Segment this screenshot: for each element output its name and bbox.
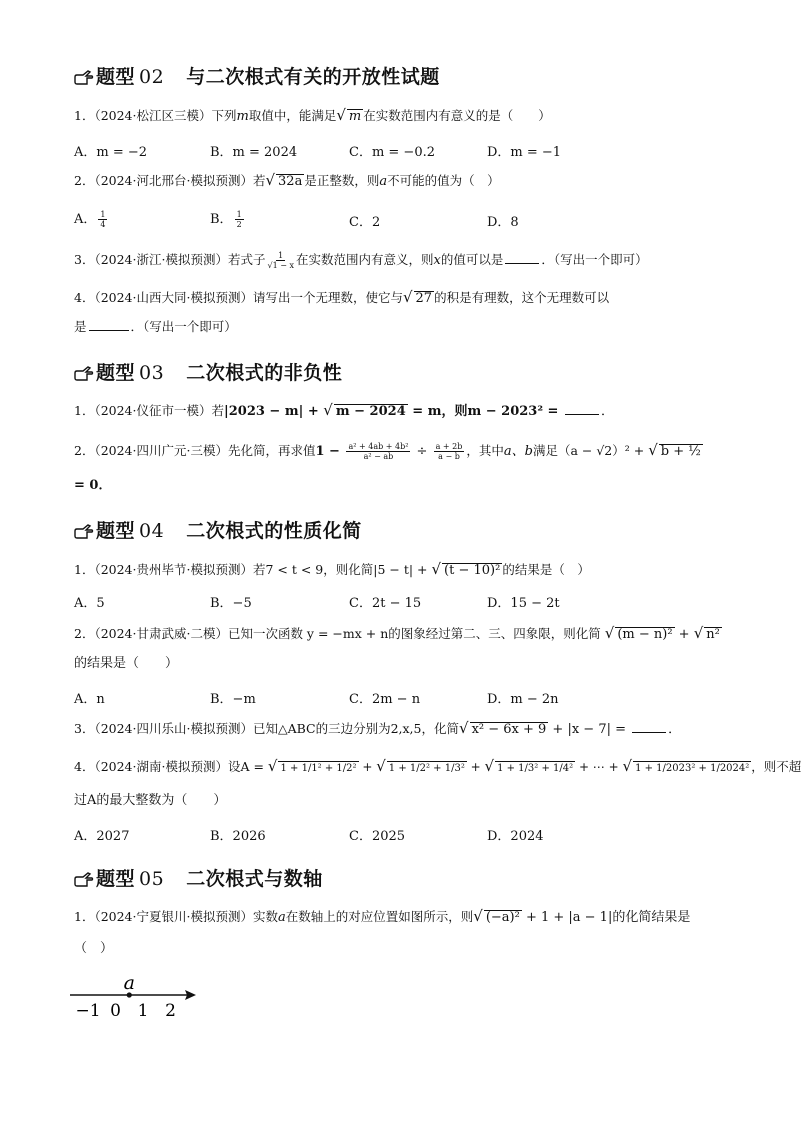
option-c: C．2 bbox=[349, 215, 381, 230]
pointing-hand-icon bbox=[74, 524, 94, 540]
option-b: B．m = 2024 bbox=[210, 145, 298, 160]
option-b: B．2026 bbox=[210, 829, 266, 844]
q02-4-cont: 是 ．（写出一个即可） bbox=[74, 319, 237, 334]
option-b: B． $\frac{1}{2}$ bbox=[210, 210, 242, 229]
option-a: A．n bbox=[74, 692, 105, 707]
option-c: C．2t − 15 bbox=[349, 596, 422, 611]
tick-label: 0 bbox=[110, 1001, 121, 1021]
section-title-03: 题型 03 二次根式的非负性 bbox=[74, 358, 342, 385]
q04-2-cont: 的结果是（ ） bbox=[74, 656, 179, 671]
q02-4: 4．（2024·山西大同·模拟预测）请写出一个无理数，使它与√ 27 的积是有理数，这个无理数可以 bbox=[74, 288, 610, 306]
section-name: 与二次根式有关的开放性试题 bbox=[186, 66, 440, 88]
option-d: D．m = −1 bbox=[487, 145, 562, 160]
option-c: C．2m − n bbox=[349, 692, 421, 707]
option-b: B．−m bbox=[210, 692, 256, 707]
option-a: A． $\frac{1}{4}$ bbox=[74, 210, 106, 229]
point-a-label: a bbox=[123, 972, 135, 994]
number-line bbox=[66, 970, 216, 1022]
q04-2: 2．（2024·甘肃武威·二模）已知一次函数 y = −mx + n的图象经过第二、三、四象限，则化简 √ (m − n)² + √ n² bbox=[74, 624, 720, 642]
pointing-hand-icon bbox=[74, 366, 94, 382]
q05-1-cont: （ ） bbox=[74, 941, 114, 956]
section-title-02 bbox=[74, 62, 440, 89]
q03-1: 1．（2024·仪征市一模）若|2023 − m| + √ m − 2024 = m，则m − 2023² = ． bbox=[74, 401, 614, 419]
section-number: 02 bbox=[139, 66, 165, 88]
option-a: A．5 bbox=[74, 596, 105, 611]
option-c: C．2025 bbox=[349, 829, 406, 844]
option-a: A．2027 bbox=[74, 829, 130, 844]
q05-1: 1．（2024·宁夏银川·模拟预测）实数a在数轴上的对应位置如图所示，则√ (−a)² + 1 + |a − 1|的化简结果是 bbox=[74, 907, 691, 925]
tick-label: 2 bbox=[165, 1001, 176, 1021]
pointing-hand-icon bbox=[74, 70, 94, 86]
section-title-04: 题型 04 二次根式的性质化简 bbox=[74, 516, 362, 543]
option-d: D．m − 2n bbox=[487, 692, 559, 707]
q02-3: 3．（2024·浙江·模拟预测）若式子 $\frac{1}{√1 - x}$ 在实数范围内有意义，则x的值可以是 ．（写出一个即可） bbox=[74, 251, 648, 270]
section-prefix: 题型 bbox=[96, 66, 136, 88]
q04-4: 4．（2024·湖南·模拟预测）设A = √ 1 + 1/1² + 1/2² + √ 1 + 1/2² + 1/3² + √ 1 + 1/3² + 1/4² + ⋯ + √ 1 + 1/2023² + 1/2024² ，则不超 bbox=[74, 757, 801, 775]
option-d: D．15 − 2t bbox=[487, 596, 560, 611]
tick-label: −1 bbox=[75, 1001, 101, 1021]
section-title-05: 题型 05 二次根式与数轴 bbox=[74, 864, 323, 891]
option-d: D．2024 bbox=[487, 829, 544, 844]
q03-2-cont: = 0． bbox=[74, 478, 112, 493]
option-c: C．m = −0.2 bbox=[349, 145, 435, 160]
option-d: D．8 bbox=[487, 215, 519, 230]
option-a: A．m = −2 bbox=[74, 145, 148, 160]
q03-2: 2．（2024·四川广元·三模）先化简，再求值1 − $\frac{\text{a² + 4ab + 4b²}}{\text{a² − ab}}$ ÷ $\frac{a + 2b}{a - b}$ ，其中a、b满足（a − √2）² + √ b + ½ bbox=[74, 441, 701, 461]
q02-2: 2．（2024·河北邢台·模拟预测）若√ 32a 是正整数，则a不可能的值为（ ） bbox=[74, 171, 500, 189]
q04-4-cont: 过A的最大整数为（ ） bbox=[74, 793, 227, 808]
option-b: B．−5 bbox=[210, 596, 252, 611]
pointing-hand-icon bbox=[74, 872, 94, 888]
q02-1: 1．（2024·松江区三模）下列m取值中，能满足√ m 在实数范围内有意义的是（ ） bbox=[74, 106, 551, 124]
tick-label: 1 bbox=[137, 1001, 149, 1021]
q04-1: 1．（2024·贵州毕节·模拟预测）若7 < t < 9，则化简|5 − t| + √ (t − 10)² 的结果是（ ） bbox=[74, 560, 590, 578]
q04-3: 3．（2024·四川乐山·模拟预测）已知△ABC的三边分别为2,x,5，化简√ x² − 6x + 9 + |x − 7| = ． bbox=[74, 719, 682, 737]
